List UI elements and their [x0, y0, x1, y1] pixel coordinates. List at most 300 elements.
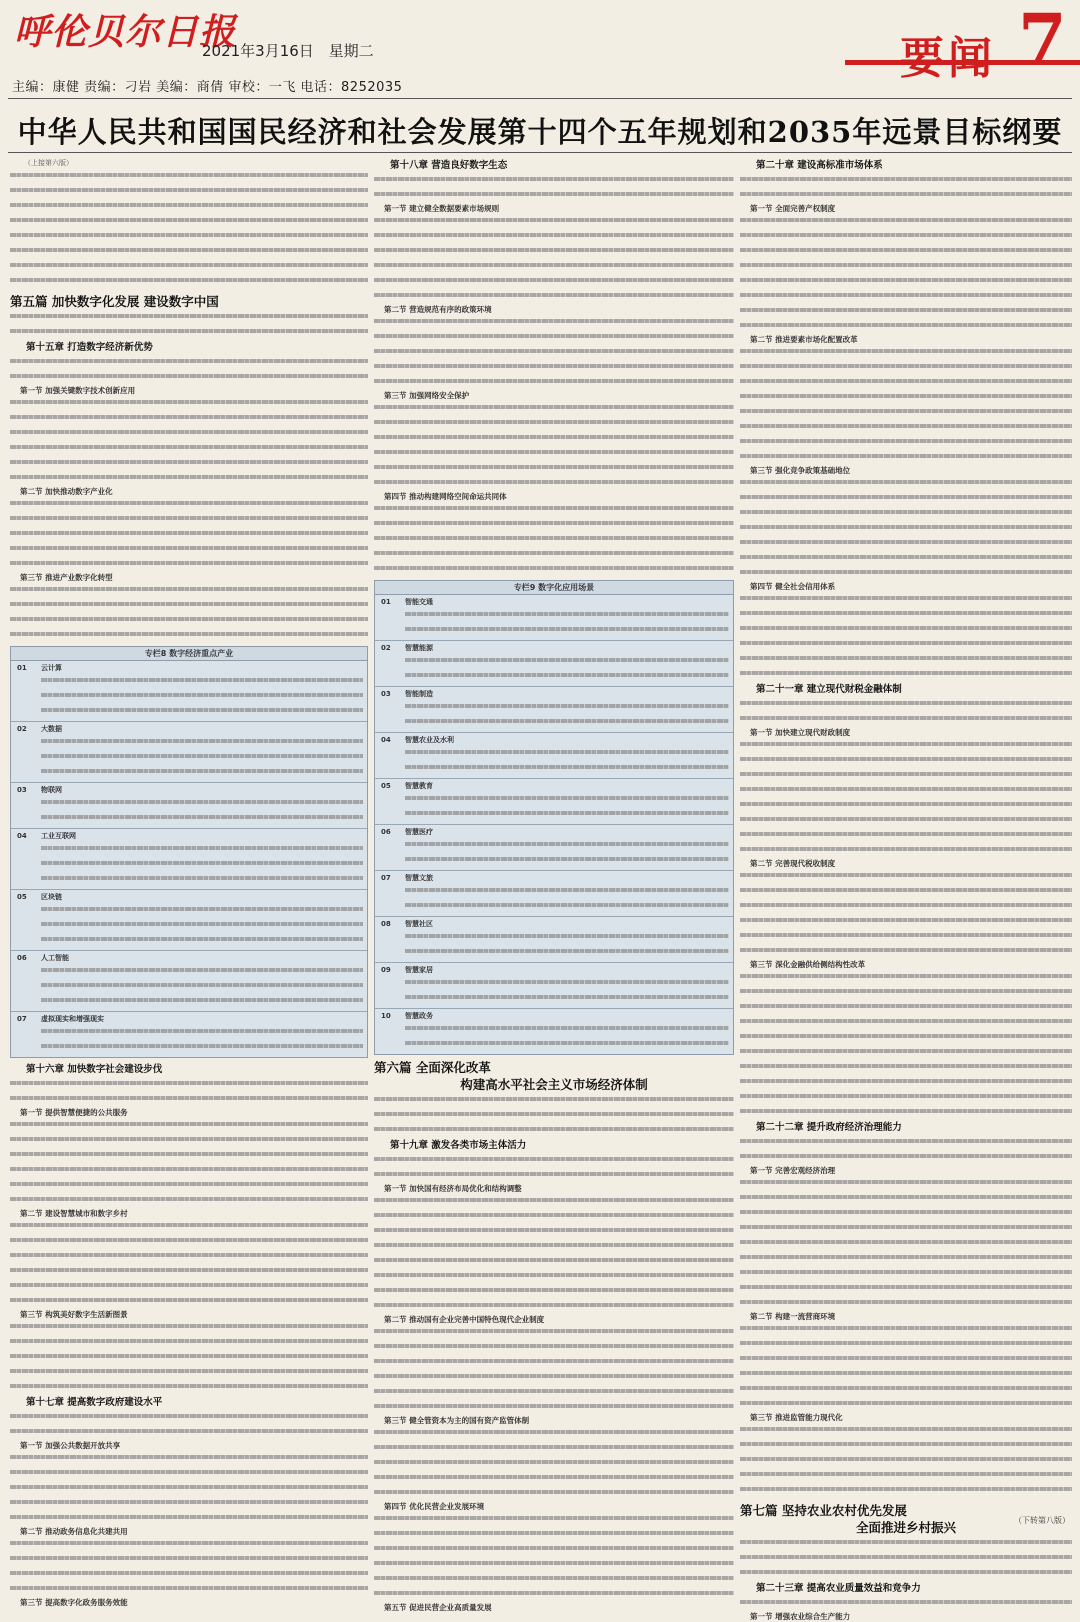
text-line-stroke [374, 379, 734, 383]
text-line-stroke [10, 1429, 368, 1433]
body-text-line [10, 1429, 368, 1440]
box-item-title: 工业互联网 [41, 832, 76, 840]
text-line-stroke [405, 658, 729, 662]
box-item-title: 智慧政务 [405, 1012, 433, 1020]
body-text-line [374, 1198, 734, 1209]
body-text-line [10, 1122, 368, 1133]
text-line-stroke [10, 1122, 368, 1126]
body-text-line [740, 1019, 1072, 1030]
box-item [11, 1012, 367, 1057]
body-text-line [10, 1414, 368, 1425]
sidebar-box-digital-industries [10, 646, 368, 1058]
text-line-stroke [740, 409, 1072, 413]
chapter-heading: 第二十章 建设高标准市场体系 [756, 160, 883, 171]
body-text-line [374, 364, 734, 375]
text-line-stroke [740, 757, 1072, 761]
body-text-line [10, 516, 368, 527]
body-text-line [10, 1283, 368, 1294]
body-text-line [740, 888, 1072, 899]
text-line-stroke [10, 1571, 368, 1575]
body-text-line [10, 1455, 368, 1466]
body-text-line [41, 937, 363, 948]
body-text-line [374, 1172, 734, 1183]
body-text-line [10, 1223, 368, 1234]
section-heading: 第一节 增强农业综合生产能力 [750, 1612, 851, 1621]
text-line-stroke [740, 1210, 1072, 1214]
text-line-stroke [740, 742, 1072, 746]
box-item-number: 04 [381, 736, 391, 744]
body-text-line [374, 1097, 734, 1108]
box-item-title: 智慧医疗 [405, 828, 433, 836]
text-line-stroke [740, 570, 1072, 574]
text-line-stroke [10, 1324, 368, 1328]
text-line-stroke [10, 263, 368, 267]
text-line-stroke [374, 1430, 734, 1434]
body-text-line [740, 772, 1072, 783]
body-text-line [10, 1384, 368, 1395]
text-line-stroke [740, 1049, 1072, 1053]
section-heading: 第四节 优化民营企业发展环境 [384, 1502, 485, 1511]
body-text-line [374, 1344, 734, 1355]
text-line-stroke [10, 1223, 368, 1227]
body-text-line [405, 719, 729, 730]
chapter-heading: 第二十三章 提高农业质量效益和竞争力 [756, 1583, 921, 1594]
text-line-stroke [740, 1064, 1072, 1068]
text-line-stroke [41, 846, 363, 850]
text-line-stroke [10, 546, 368, 550]
box-item [11, 661, 367, 722]
text-line-stroke [405, 811, 729, 815]
text-line-stroke [405, 796, 729, 800]
body-text-line [740, 495, 1072, 506]
section-heading: 第一节 加快国有经济布局优化和结构调整 [384, 1184, 522, 1193]
body-text-line [10, 501, 368, 512]
box-item [375, 641, 733, 687]
text-line-stroke [374, 1516, 734, 1520]
section-heading: 第二节 加快推动数字产业化 [20, 487, 113, 496]
body-text-line [405, 995, 729, 1006]
text-line-stroke [740, 1195, 1072, 1199]
text-line-stroke [10, 1414, 368, 1418]
text-line-stroke [374, 293, 734, 297]
body-text-line [374, 349, 734, 360]
body-text-line [740, 1386, 1072, 1397]
body-text-line [740, 701, 1072, 712]
text-line-stroke [10, 218, 368, 222]
masthead [0, 0, 1080, 100]
body-text-line [10, 359, 368, 370]
text-line-stroke [740, 379, 1072, 383]
text-line-stroke [374, 233, 734, 237]
body-text-line [374, 1475, 734, 1486]
text-line-stroke [10, 1197, 368, 1201]
body-text-line [10, 248, 368, 259]
body-text-line [740, 1079, 1072, 1090]
text-line-stroke [10, 1455, 368, 1459]
text-line-stroke [740, 1487, 1072, 1491]
body-text-line [41, 693, 363, 704]
body-text-line [740, 716, 1072, 727]
body-text-line [374, 1359, 734, 1370]
body-text-line [374, 1157, 734, 1168]
body-text-line [740, 626, 1072, 637]
section-heading: 第一节 加快建立现代财政制度 [750, 728, 851, 737]
text-line-stroke [740, 1270, 1072, 1274]
body-text-line [740, 1442, 1072, 1453]
body-text-line [740, 1487, 1072, 1498]
text-line-stroke [374, 192, 734, 196]
body-text-line [740, 873, 1072, 884]
text-line-stroke [740, 989, 1072, 993]
text-line-stroke [41, 998, 363, 1002]
body-text-line [740, 1285, 1072, 1296]
text-line-stroke [374, 1273, 734, 1277]
text-line-stroke [405, 719, 729, 723]
body-text-line [41, 769, 363, 780]
text-line-stroke [740, 349, 1072, 353]
text-line-stroke [740, 1255, 1072, 1259]
body-text-line [405, 980, 729, 991]
body-text-line [374, 293, 734, 304]
body-text-line [740, 641, 1072, 652]
headline-rule [8, 152, 1072, 153]
body-text-line [10, 602, 368, 613]
body-text-line [740, 656, 1072, 667]
body-text-line [374, 334, 734, 345]
body-text-line [740, 1255, 1072, 1266]
text-line-stroke [740, 802, 1072, 806]
body-text-line [740, 611, 1072, 622]
body-text-line [740, 1195, 1072, 1206]
body-text-line [41, 1029, 363, 1040]
body-text-line [740, 989, 1072, 1000]
body-text-line [10, 430, 368, 441]
text-line-stroke [374, 349, 734, 353]
text-line-stroke [10, 233, 368, 237]
box-item [11, 829, 367, 890]
body-text-line [41, 739, 363, 750]
text-line-stroke [740, 1225, 1072, 1229]
text-line-stroke [374, 480, 734, 484]
body-text-line [10, 475, 368, 486]
body-text-line [740, 349, 1072, 360]
text-line-stroke [10, 1515, 368, 1519]
body-text-line [740, 233, 1072, 244]
body-text-line [10, 1182, 368, 1193]
text-line-stroke [10, 602, 368, 606]
section-heading: 第四节 推动构建网络空间命运共同体 [384, 492, 507, 501]
box-item-number: 01 [17, 664, 27, 672]
text-line-stroke [10, 1096, 368, 1100]
body-text-line [740, 596, 1072, 607]
text-line-stroke [374, 1344, 734, 1348]
text-line-stroke [374, 1389, 734, 1393]
body-text-line [405, 796, 729, 807]
body-text-line [740, 1401, 1072, 1412]
body-text-line [374, 1490, 734, 1501]
body-text-line [740, 1371, 1072, 1382]
text-line-stroke [740, 1457, 1072, 1461]
body-text-line [740, 1210, 1072, 1221]
newspaper-logo: 呼伦贝尔日报 [14, 11, 237, 53]
body-text-line [374, 1531, 734, 1542]
body-text-line [10, 203, 368, 214]
body-text-line [374, 319, 734, 330]
box-item-title: 人工智能 [41, 954, 69, 962]
body-text-line [405, 811, 729, 822]
section-heading: 第一节 加强关键数字技术创新应用 [20, 386, 136, 395]
text-line-stroke [740, 1300, 1072, 1304]
text-line-stroke [405, 980, 729, 984]
page-headline: 中华人民共和国国民经济和社会发展第十四个五年规划和2035年远景目标纲要 [17, 115, 1063, 149]
box-item-number: 05 [381, 782, 391, 790]
continued-notice: （下转第八版） [1014, 1516, 1070, 1525]
body-text-line [10, 415, 368, 426]
text-line-stroke [740, 480, 1072, 484]
text-line-stroke [740, 1341, 1072, 1345]
section-heading: 第三节 加强网络安全保护 [384, 391, 470, 400]
section-heading: 第三节 构筑美好数字生活新图景 [20, 1310, 128, 1319]
text-line-stroke [740, 974, 1072, 978]
text-line-stroke [10, 561, 368, 565]
text-line-stroke [41, 907, 363, 911]
text-line-stroke [740, 1094, 1072, 1098]
text-line-stroke [405, 888, 729, 892]
text-line-stroke [10, 445, 368, 449]
body-text-line [41, 998, 363, 1009]
box-item-title: 智慧家居 [405, 966, 433, 974]
body-text-line [740, 817, 1072, 828]
body-text-line [405, 750, 729, 761]
text-line-stroke [374, 1157, 734, 1161]
section-heading: 第二节 构建一流营商环境 [750, 1312, 836, 1321]
box-item [375, 825, 733, 871]
body-text-line [10, 218, 368, 229]
text-line-stroke [374, 551, 734, 555]
box-item-number: 10 [381, 1012, 391, 1020]
text-line-stroke [374, 521, 734, 525]
text-line-stroke [740, 832, 1072, 836]
text-line-stroke [374, 450, 734, 454]
text-line-stroke [740, 323, 1072, 327]
text-line-stroke [740, 308, 1072, 312]
box-item-title: 智慧社区 [405, 920, 433, 928]
body-text-line [374, 465, 734, 476]
text-line-stroke [740, 1019, 1072, 1023]
text-line-stroke [740, 233, 1072, 237]
body-text-line [740, 308, 1072, 319]
text-line-stroke [41, 678, 363, 682]
text-line-stroke [405, 612, 729, 616]
text-line-stroke [405, 1026, 729, 1030]
body-text-line [41, 861, 363, 872]
body-text-line [10, 1324, 368, 1335]
text-line-stroke [740, 394, 1072, 398]
text-line-stroke [10, 329, 368, 333]
body-text-line [740, 1472, 1072, 1483]
body-text-line [10, 531, 368, 542]
text-line-stroke [10, 516, 368, 520]
text-line-stroke [10, 531, 368, 535]
text-line-stroke [740, 1570, 1072, 1574]
box-item-title: 智慧教育 [405, 782, 433, 790]
text-line-stroke [374, 1374, 734, 1378]
box-item-number: 05 [17, 893, 27, 901]
text-line-stroke [10, 374, 368, 378]
body-text-line [405, 673, 729, 684]
box-item [11, 951, 367, 1012]
text-line-stroke [740, 1139, 1072, 1143]
body-text-line [374, 1389, 734, 1400]
text-line-stroke [41, 708, 363, 712]
text-line-stroke [405, 704, 729, 708]
box-item-number: 01 [381, 598, 391, 606]
body-text-line [374, 1288, 734, 1299]
text-line-stroke [374, 1097, 734, 1101]
body-text-line [374, 1546, 734, 1557]
text-line-stroke [405, 673, 729, 677]
body-text-line [10, 173, 368, 184]
body-text-line [374, 566, 734, 577]
column-left [10, 158, 368, 1608]
body-text-line [10, 1556, 368, 1567]
box-title: 专栏9 数字化应用场景 [375, 581, 733, 595]
body-text-line [10, 314, 368, 325]
text-line-stroke [374, 218, 734, 222]
text-line-stroke [10, 1339, 368, 1343]
text-line-stroke [740, 424, 1072, 428]
text-line-stroke [10, 1268, 368, 1272]
body-text-line [10, 263, 368, 274]
section-heading: 第一节 提供智慧便捷的公共服务 [20, 1108, 128, 1117]
body-text-line [374, 1445, 734, 1456]
body-text-line [374, 263, 734, 274]
body-text-line [740, 570, 1072, 581]
body-text-line [10, 1541, 368, 1552]
body-text-line [10, 1081, 368, 1092]
body-text-line [405, 857, 729, 868]
body-text-line [374, 1374, 734, 1385]
text-line-stroke [740, 933, 1072, 937]
text-line-stroke [374, 536, 734, 540]
body-text-line [374, 480, 734, 491]
text-line-stroke [740, 1109, 1072, 1113]
section-heading: 第四节 健全社会信用体系 [750, 582, 836, 591]
body-text-line [740, 1064, 1072, 1075]
text-line-stroke [374, 1198, 734, 1202]
text-line-stroke [374, 278, 734, 282]
body-text-line [10, 460, 368, 471]
body-text-line [10, 1369, 368, 1380]
text-line-stroke [10, 1384, 368, 1388]
text-line-stroke [405, 934, 729, 938]
body-text-line [740, 540, 1072, 551]
text-line-stroke [740, 671, 1072, 675]
box-item [375, 687, 733, 733]
text-line-stroke [374, 1172, 734, 1176]
part-subheading: 构建高水平社会主义市场经济体制 [460, 1077, 648, 1092]
body-text-line [41, 754, 363, 765]
body-text-line [740, 263, 1072, 274]
text-line-stroke [41, 861, 363, 865]
body-text-line [405, 704, 729, 715]
section-heading: 第一节 完善宏观经济治理 [750, 1166, 836, 1175]
lead-tag: （上接第六版） [24, 159, 73, 167]
box-item-number: 03 [381, 690, 391, 698]
body-text-line [374, 177, 734, 188]
text-line-stroke [374, 1490, 734, 1494]
part-heading: 第七篇 坚持农业农村优先发展 [740, 1503, 907, 1518]
text-line-stroke [405, 750, 729, 754]
text-line-stroke [10, 617, 368, 621]
body-text-line [740, 903, 1072, 914]
text-line-stroke [41, 876, 363, 880]
text-line-stroke [374, 1359, 734, 1363]
text-line-stroke [740, 873, 1072, 877]
body-text-line [374, 506, 734, 517]
section-heading: 第二节 完善现代税收制度 [750, 859, 836, 868]
body-text-line [10, 1167, 368, 1178]
box-item-title: 智慧文旅 [405, 874, 433, 882]
text-line-stroke [10, 460, 368, 464]
text-line-stroke [10, 278, 368, 282]
body-text-line [41, 922, 363, 933]
body-text-line [740, 757, 1072, 768]
body-text-line [10, 1515, 368, 1526]
text-line-stroke [10, 1500, 368, 1504]
box-item-title: 智能交通 [405, 598, 433, 606]
body-text-line [405, 949, 729, 960]
text-line-stroke [10, 501, 368, 505]
part-subheading: 全面推进乡村振兴 [855, 1520, 956, 1535]
text-line-stroke [10, 1485, 368, 1489]
text-line-stroke [740, 495, 1072, 499]
body-text-line [374, 1460, 734, 1471]
part-heading: 第五篇 加快数字化发展 建设数字中国 [10, 294, 219, 309]
body-text-line [10, 1586, 368, 1597]
body-text-line [740, 177, 1072, 188]
section-heading: 第一节 全面完善产权制度 [750, 204, 836, 213]
text-line-stroke [740, 525, 1072, 529]
section-heading: 第三节 健全管资本为主的国有资产监管体制 [384, 1416, 530, 1425]
body-text-line [740, 525, 1072, 536]
body-text-line [405, 934, 729, 945]
body-text-line [740, 1139, 1072, 1150]
text-line-stroke [10, 173, 368, 177]
body-text-line [374, 1591, 734, 1602]
column-right [740, 158, 1072, 1622]
section-heading: 第三节 强化竞争政策基础地位 [750, 466, 851, 475]
text-line-stroke [740, 278, 1072, 282]
text-line-stroke [740, 192, 1072, 196]
body-text-line [740, 1555, 1072, 1566]
box-item [11, 722, 367, 783]
text-line-stroke [740, 1154, 1072, 1158]
box-item-number: 07 [17, 1015, 27, 1023]
text-line-stroke [740, 1079, 1072, 1083]
text-line-stroke [374, 1591, 734, 1595]
text-line-stroke [10, 1298, 368, 1302]
text-line-stroke [405, 995, 729, 999]
text-line-stroke [740, 611, 1072, 615]
text-line-stroke [10, 1369, 368, 1373]
text-line-stroke [41, 983, 363, 987]
body-text-line [740, 1570, 1072, 1581]
body-text-line [740, 847, 1072, 858]
body-text-line [740, 424, 1072, 435]
body-text-line [374, 1228, 734, 1239]
box-item [11, 890, 367, 951]
